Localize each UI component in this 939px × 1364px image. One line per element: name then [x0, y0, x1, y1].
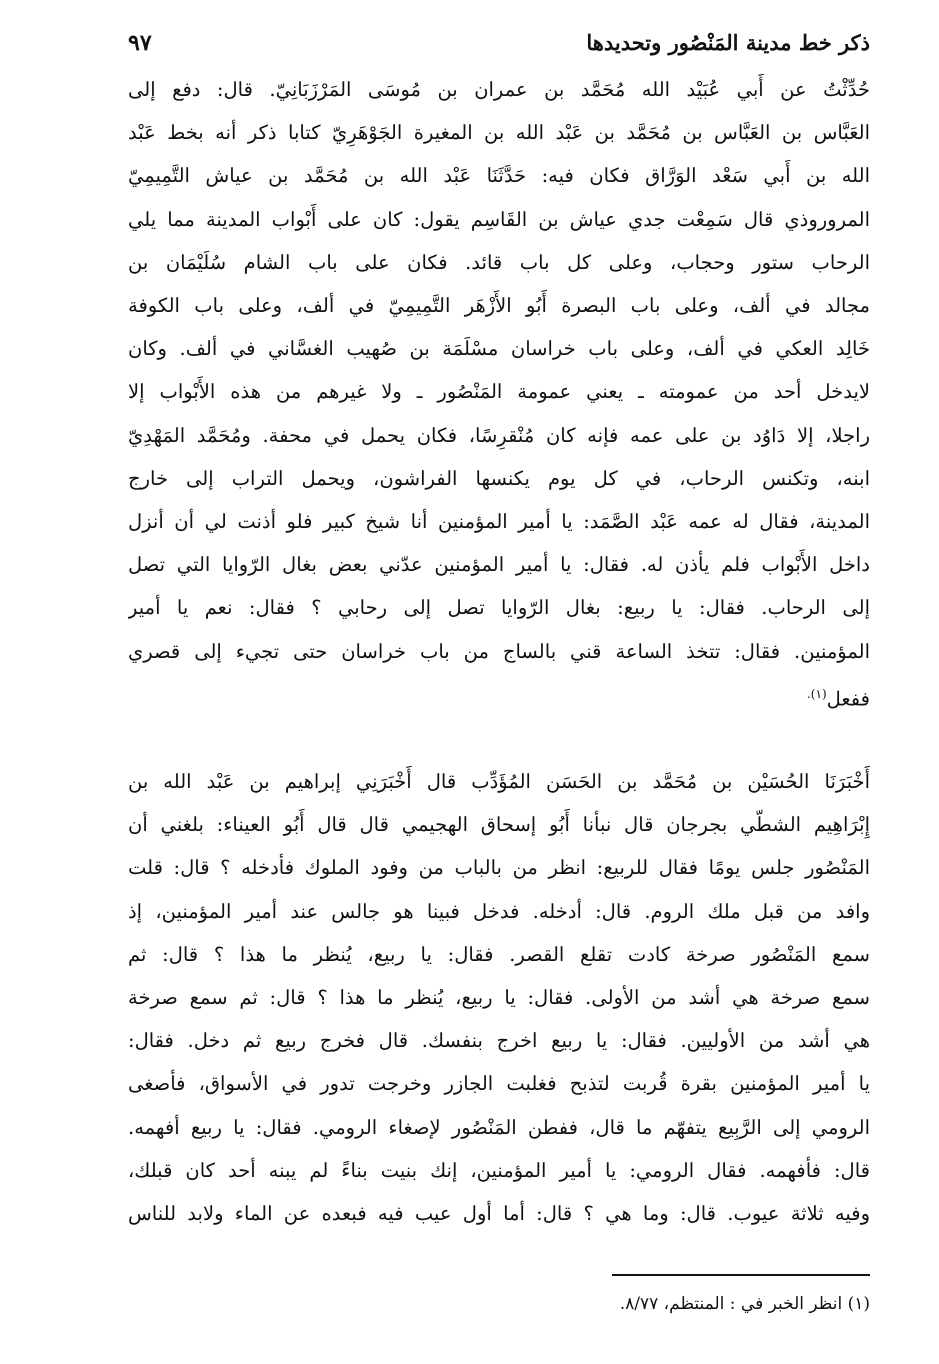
text-line: يا أمير المؤمنين بقرة قُربت لتذبح فغلبت الجازر وخرجت تدور في الأسواق، فأصغى: [128, 1072, 870, 1096]
text-line: لايدخل أحد من عمومته ـ يعني عمومة المَنْصُور ـ ولا غيرهم من هذه الأَبْواب إلا: [128, 380, 870, 404]
text-line: المروروذي قال سَمِعْت جدي عياش بن القَاسِم يقول: كان على أَبْواب المدينة مما يلي: [128, 207, 870, 231]
text-line: ابنه، وتكنس الرحاب، في كل يوم يكنسها الفراشون، ويحمل التراب إلى خارج: [128, 466, 870, 490]
text-line: مجالد في ألف، وعلى باب البصرة أَبُو الأَزْهَر التَّمِيمِيّ في ألف، وعلى باب الكوفة: [128, 294, 870, 318]
footnote-marker: (١).: [806, 686, 827, 701]
text-line: الله بن أَبي سَعْد الوَرَّاق فكان فيه: حَدَّثَنَا عَبْد الله بن مُحَمَّد بن عياش التَّمِيمِيّ: [128, 164, 870, 188]
chapter-title: ذكر خط مدينة المَنْصُور وتحديدها: [586, 30, 870, 55]
paragraph-1: [128, 68, 870, 721]
text-line: أَخْبَرَنَا الحُسَيْن بن مُحَمَّد بن الحَسَن المُؤَدِّب قال أَخْبَرَنِي إبراهيم بن عَبْد الله بن: [128, 770, 870, 793]
paragraph-2: [128, 760, 870, 1235]
text-line: خَالِد العكي في ألف، وعلى باب خراسان مسْلَمَة بن صُهيب الغسَّاني في ألف. وكان: [128, 337, 870, 361]
text-line: راجلا، إلا دَاوُد بن على عمه فإنه كان مُنْقرِسًا، فكان يحمل في محفة. ومُحَمَّد المَهْدِيّ: [128, 423, 870, 447]
text-line: الرحاب ستور وحجاب، وعلى كل باب قائد. فكان على باب الشام سُلَيْمَان بن: [128, 250, 870, 274]
text-line: إلى الرحاب. فقال: يا ربيع: بغال الرّوايا تصل إلى رحابي ؟ فقال: نعم يا أمير: [128, 596, 870, 620]
text-line: المدينة، فقال له عمه عَبْد الصَّمَد: يا أمير المؤمنين أنا شيخ كبير فلو أذنت لي أن أنزل: [128, 510, 870, 534]
text-line: سمع المَنْصُور صرخة كادت تقلع القصر. فقال: يا ربيع، يُنظر ما هذا ؟ قال: ثم: [128, 942, 870, 966]
book-page: [128, 30, 870, 1314]
text-line: سمع صرخة هي أشد من الأولى. فقال: يا ربيع، يُنظر ما هذا ؟ قال: ثم سمع صرخة: [128, 986, 870, 1010]
text-line: قال: فأفهمه. فقال الرومي: يا أمير المؤمنين، إنك بنيت بناءً لم يبنه أحد كان قبلك،: [128, 1158, 870, 1182]
text-line: داخل الأَبْواب فلم يأذن له. فقال: يا أمير المؤمنين عدّني بعض بغال الرّوايا التي تصل: [128, 553, 870, 577]
text-line: العَبَّاس بن العَبَّاس بن مُحَمَّد بن عَبْد الله بن المغيرة الجَوْهَرِيّ كتابا ذكر أنه بخط عَبْد: [128, 121, 870, 145]
text-line: وافد من قبل ملك الروم. قال: أدخله. فدخل فبينا هو جالس عند أمير المؤمنين، إذ: [128, 899, 870, 923]
text-line: المَنْصُور جلس يومًا فقال للربيع: انظر من بالباب من وفود الملوك فأدخله ؟ قال: قلت: [128, 856, 870, 880]
text-line: إِبْرَاهِيم الشطّي بجرجان قال نبأنا أَبُو إسحاق الهجيمي قال قال أَبُو العيناء: بلغني أن: [128, 813, 870, 837]
page-number: ٩٧: [128, 30, 152, 56]
running-header: [128, 30, 870, 66]
text-line: الرومي إلى الرَّبِيع يتفهّم ما قال، ففطن المَنْصُور لإصغاء الرومي. فقال: يا ربيع أفهمه.: [128, 1115, 870, 1139]
text-line: هي أشد من الأوليين. فقال: يا ربيع اخرج بنفسك. قال فخرج ربيع ثم دخل. فقال:: [128, 1029, 870, 1053]
footnote-separator: [612, 1274, 870, 1276]
text-line: المؤمنين. فقال: تتخذ الساعة قني بالساج من باب خراسان حتى تجيء إلى قصري: [128, 639, 870, 663]
footnote: (١) انظر الخبر في : المنتظم، ٨/٧٧.: [619, 1294, 870, 1314]
last-word: ففعل: [826, 687, 870, 711]
text-line: حُدِّثْتُ عن أَبي عُبَيْد الله مُحَمَّد بن عمران بن مُوسَى المَرْزَبَانِيّ. قال: دفع إلى: [128, 78, 870, 101]
text-line-last: [128, 673, 870, 721]
text-line: وفيه ثلاثة عيوب. قال: وما هي ؟ قال: أما أول عيب فيه فبعده عن الماء ولابد للناس: [128, 1202, 870, 1226]
